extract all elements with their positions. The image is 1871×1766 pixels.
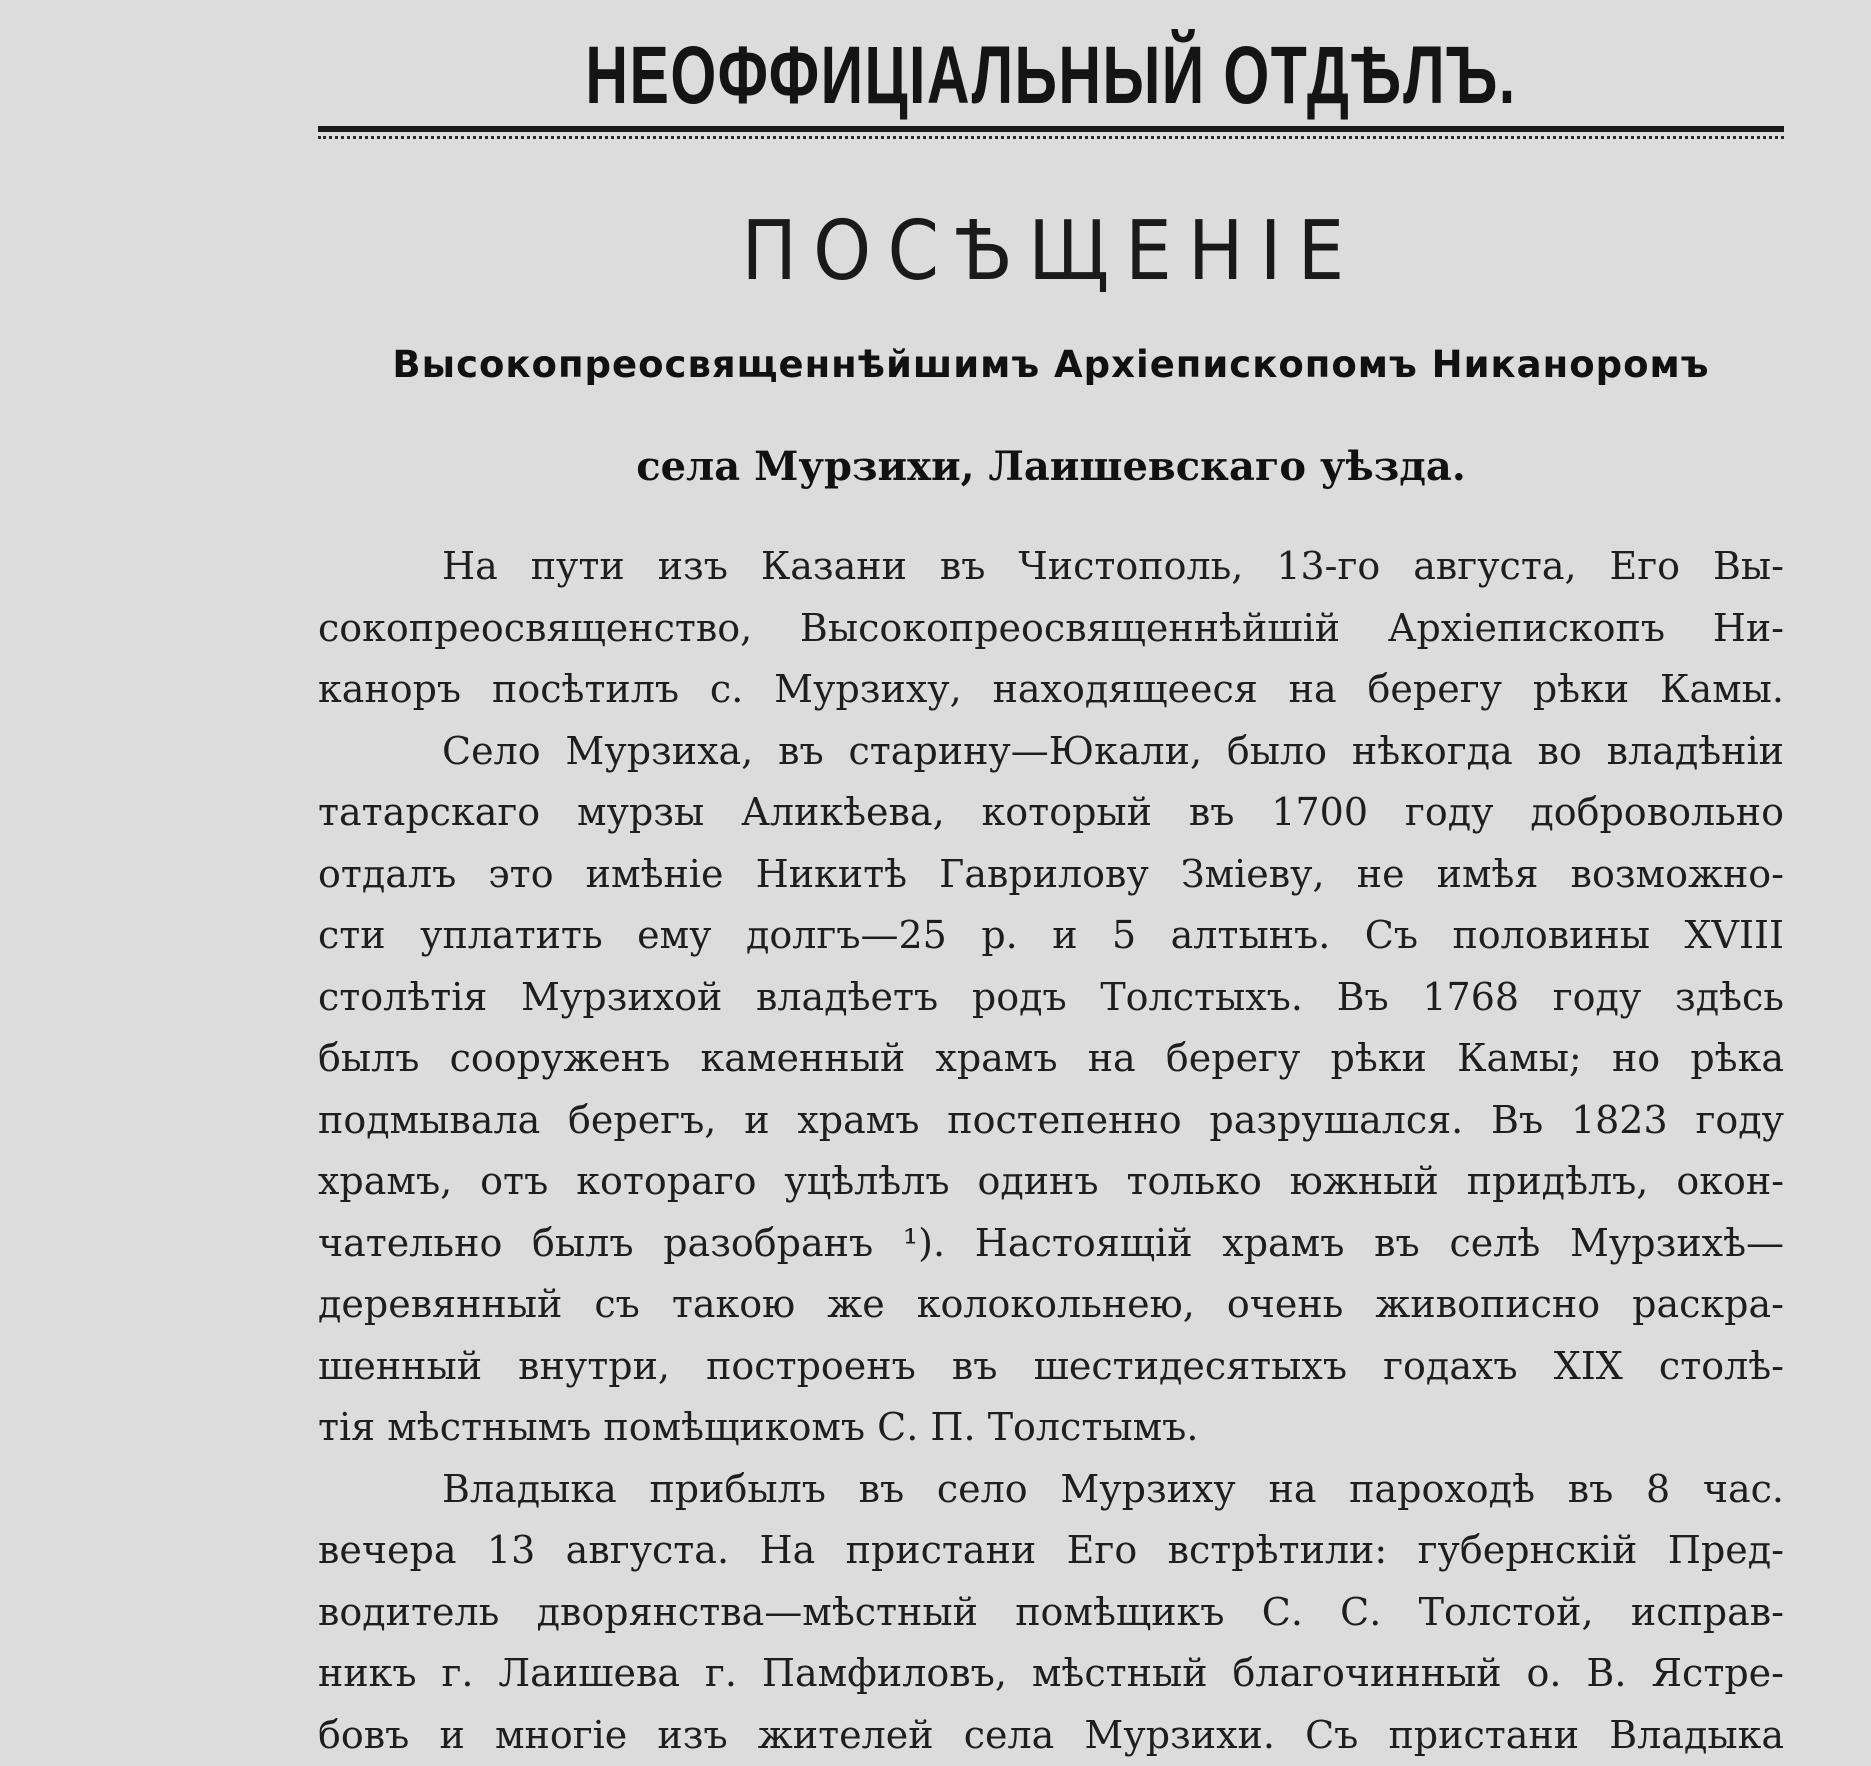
header-rule-dotted xyxy=(318,136,1784,139)
text-line: деревянный съ такою же колокольнею, очень живописно раскра- xyxy=(318,1274,1784,1336)
text-line: Село Мурзиха, въ старину—Юкали, было нѣкогда во владѣніи xyxy=(318,721,1784,783)
text-line: храмъ, отъ котораго уцѣлѣлъ одинъ только южный придѣлъ, окон- xyxy=(318,1151,1784,1213)
text-line: сокопреосвященство, Высокопреосвященнѣйшій Архіепископъ Ни- xyxy=(318,598,1784,660)
text-line: шенный внутри, построенъ въ шестидесятыхъ годахъ XIX столѣ- xyxy=(318,1336,1784,1398)
article-subtitle-2: села Мурзихи, Лаишевскаго уѣзда. xyxy=(318,440,1784,494)
text-line: сти уплатить ему долгъ—25 р. и 5 алтынъ. Съ половины XVIII xyxy=(318,905,1784,967)
text-line: тія мѣстнымъ помѣщикомъ С. П. Толстымъ. xyxy=(318,1397,1784,1459)
section-title: НЕОФФИЦІАЛЬНЫЙ ОТДѢЛЪ. xyxy=(523,28,1579,124)
text-line: подмывала берегъ, и храмъ постепенно разрушался. Въ 1823 году xyxy=(318,1090,1784,1152)
text-line: никъ г. Лаишева г. Памфиловъ, мѣстный благочинный о. В. Ястре- xyxy=(318,1643,1784,1705)
text-line: столѣтія Мурзихой владѣетъ родъ Толстыхъ. Въ 1768 году здѣсь xyxy=(318,967,1784,1029)
article-body xyxy=(318,536,1784,1766)
text-line: былъ сооруженъ каменный храмъ на берегу рѣки Камы; но рѣка xyxy=(318,1028,1784,1090)
text-line: бовъ и многіе изъ жителей села Мурзихи. Съ пристани Владыка xyxy=(318,1705,1784,1766)
text-line: чательно былъ разобранъ ¹). Настоящій храмъ въ селѣ Мурзихѣ— xyxy=(318,1213,1784,1275)
text-line: вечера 13 августа. На пристани Его встрѣтили: губернскій Пред- xyxy=(318,1520,1784,1582)
text-line: каноръ посѣтилъ с. Мурзиху, находящееся на берегу рѣки Камы. xyxy=(318,659,1784,721)
header-rule xyxy=(318,126,1784,132)
text-line: Владыка прибылъ въ село Мурзиху на пароходѣ въ 8 час. xyxy=(318,1459,1784,1521)
text-line: татарскаго мурзы Аликѣева, который въ 1700 году добровольно xyxy=(318,782,1784,844)
article-subtitle-1: Высокопреосвященнѣйшимъ Архіепископомъ Никаноромъ xyxy=(318,338,1784,392)
text-line: отдалъ это имѣніе Никитѣ Гаврилову Зміеву, не имѣя возможно- xyxy=(318,844,1784,906)
text-line: водитель дворянства—мѣстный помѣщикъ С. С. Толстой, исправ- xyxy=(318,1582,1784,1644)
text-line: На пути изъ Казани въ Чистополь, 13-го августа, Его Вы- xyxy=(318,536,1784,598)
article-title: ПОСѢЩЕНІЕ xyxy=(391,202,1710,302)
